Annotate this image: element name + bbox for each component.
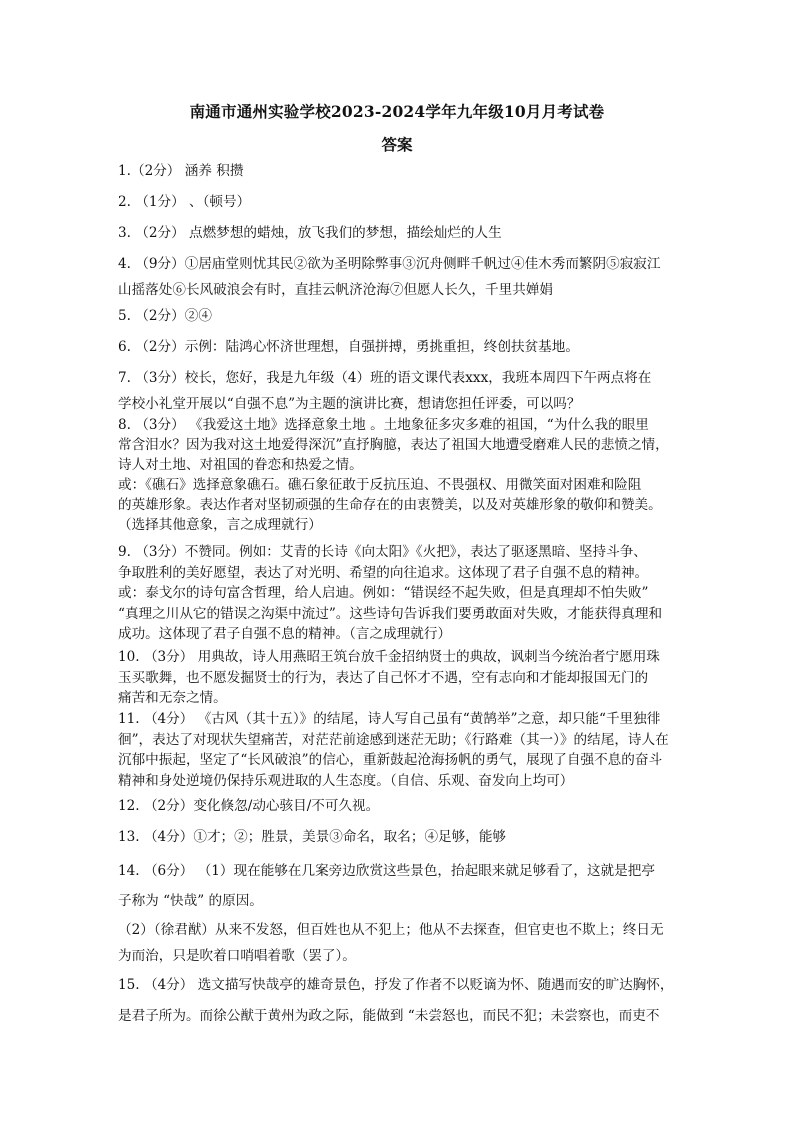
document-title: 南通市通州实验学校2023-2024学年九年级10月月考试卷 xyxy=(189,102,605,121)
answer-line: 11. （4分） 《古风（其十五）》的结尾，诗人写自己虽有“黄鹄举”之意，却只能“千里独徘 xyxy=(118,711,661,727)
answer-line: 5. （2分）②④ xyxy=(118,308,212,324)
answer-line: 6. （2分）示例：陆鸿心怀济世理想，自强拼搏，勇挑重担，终创扶贫基地。 xyxy=(118,339,579,355)
document-subtitle: 答案 xyxy=(381,135,413,154)
answer-line: 或：泰戈尔的诗句富含哲理，给人启迪。例如：“错误经不起失败，但是真理却不怕失败” xyxy=(118,585,649,601)
answer-12 xyxy=(118,793,680,819)
answer-6 xyxy=(118,334,680,360)
answer-line: 14. （6分） （1）现在能够在几案旁边欣赏这些景色，抬起眼来就足够看了，这就是把亭 xyxy=(118,863,655,879)
answer-line: 8. （3分） 《我爱这土地》选择意象土地 。土地象征多灾多难的祖国，“为什么我的眼里 xyxy=(118,417,649,433)
answer-13 xyxy=(118,824,680,850)
answer-line: 13. （4分）①才；②；胜景，美景③命名，取名；④足够，能够 xyxy=(118,829,507,845)
answer-line: 成功。这体现了君子自强不息的精神。（言之成理就行） xyxy=(118,626,452,642)
answer-line: 争取胜利的美好愿望，表达了对光明、希望的向往追求。这体现了君子自强不息的精神。 xyxy=(118,564,649,581)
answer-14-part-1 xyxy=(118,856,680,916)
answer-line: “真理之川从它的错误之沟渠中流过”。这些诗句告诉我们要勇敢面对失败，才能获得真理和 xyxy=(118,605,663,622)
answer-line: 1.（2分） 涵养 积攒 xyxy=(118,163,244,179)
answer-11 xyxy=(118,709,680,791)
answer-line: 玉买歌舞，也不愿发掘贤士的行为，表达了自己怀才不遇，空有志向和才能却报国无门的 xyxy=(118,669,649,686)
answer-line: 是君子所为。而徐公猷于黄州为政之际，能做到 “未尝怒也，而民不犯；未尝察也，而吏不 xyxy=(118,1008,660,1024)
answer-line: 为而治，只是吹着口哨唱着歌（罢了）。 xyxy=(118,948,356,964)
answer-line: 3. （2分） 点燃梦想的蜡烛，放飞我们的梦想，描绘灿烂的人生 xyxy=(118,225,502,241)
answer-line: 沉郁中振起，坚定了“长风破浪”的信心，重新鼓起沧海扬帆的勇气，展现了自强不息的奋斗 xyxy=(118,752,663,768)
answer-line: 15. （4分） 选文描写快哉亭的雄奇景色，抒发了作者不以贬谪为怀、随遇而安的旷达胸怀， xyxy=(118,977,674,993)
answer-line: 子称为 “快哉” 的原因。 xyxy=(118,893,263,909)
answer-7 xyxy=(118,365,680,417)
answer-8 xyxy=(118,415,680,535)
answer-1 xyxy=(118,158,680,184)
answer-line: 或：《礁石》选择意象礁石。礁石象征敢于反抗压迫、不畏强权、用微笑面对困难和险阻 xyxy=(118,477,642,493)
answer-line: 精神和身处逆境仍保持乐观进取的人生态度。（自信、乐观、奋发向上均可） xyxy=(118,772,574,789)
answer-5 xyxy=(118,303,680,329)
answer-line: 学校小礼堂开展以“自强不息”为主题的演讲比赛，想请您担任评委，可以吗？ xyxy=(118,396,581,412)
answer-line: 常含泪水？因为我对这土地爱得深沉”直抒胸臆，表达了祖国大地遭受磨难人民的悲愤之情， xyxy=(118,437,669,453)
answer-line: 山摇落处⑥长风破浪会有时，直挂云帆济沧海⑦但愿人长久，千里共婵娟 xyxy=(118,282,553,298)
answer-line: 10. （3分） 用典故，诗人用燕昭王筑台放千金招纳贤士的典故，讽刺当今统治者宁愿用珠 xyxy=(118,649,660,665)
answer-9 xyxy=(118,542,680,645)
answer-line: 诗人对土地、对祖国的眷恋和热爱之情。 xyxy=(118,457,363,473)
answer-line: 2. （1分） 、（顿号） xyxy=(118,194,251,210)
answer-line: 徊”，表达了对现状失望痛苦，对茫茫前途感到迷茫无助；《行路难（其一）》的结尾，诗人在 xyxy=(118,731,669,748)
answer-line: 4. （9分）①居庙堂则忧其民②欲为圣明除弊事③沉舟侧畔千帆过④佳木秀而繁阴⑤寂寂江 xyxy=(118,256,661,272)
answer-line: 7. （3分）校长，您好，我是九年级（4）班的语文课代表xxx，我班本周四下午两点将在 xyxy=(118,370,652,386)
answer-line: 12. （2分）变化倏忽/动心骇目/不可久视。 xyxy=(118,798,380,814)
answer-4 xyxy=(118,251,680,303)
answer-15 xyxy=(118,970,680,1032)
answer-line: （选择其他意象，言之成理就行） xyxy=(118,517,322,533)
answer-14-part-2 xyxy=(118,917,680,969)
answer-line: 9. （3分）不赞同。例如：艾青的长诗《向太阳》《火把》，表达了驱逐黑暗、坚持斗争、 xyxy=(118,544,647,560)
answer-3 xyxy=(118,220,680,246)
answer-line: 的英雄形象。表达作者对坚韧顽强的生命存在的由衷赞美，以及对英雄形象的敬仰和赞美。 xyxy=(118,497,662,513)
answer-2 xyxy=(118,189,680,215)
answer-line: （2）（徐君猷）从来不发怒，但百姓也从不犯上；他从不去探查，但官吏也不欺上；终日无 xyxy=(118,922,664,938)
answer-line: 痛苦和无奈之情。 xyxy=(118,690,227,706)
answer-10 xyxy=(118,647,680,709)
